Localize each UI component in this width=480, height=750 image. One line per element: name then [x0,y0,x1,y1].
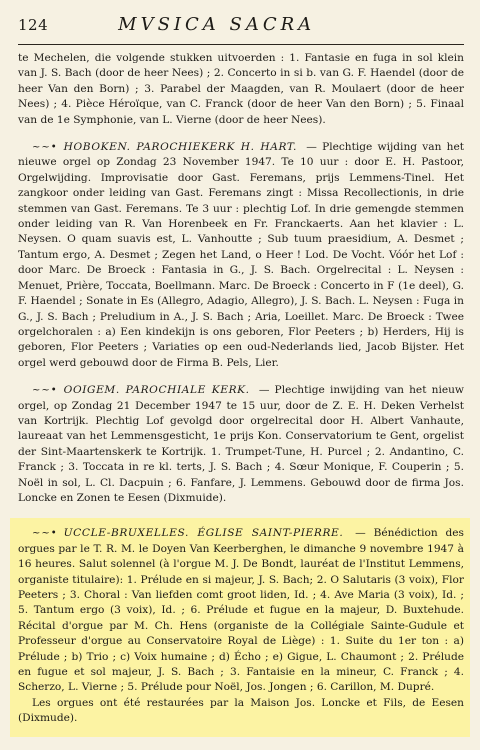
ornament-icon: ~~• [32,142,58,154]
intro-paragraph: te Mechelen, die volgende stukken uitvoerden : 1. Fantasie en fuga in sol klein van J. S. Bach (door de heer Nees) ; 2. Concerto in si b. van G. F. Haendel (door de heer Van den Born) ; 3. Parabel der Maagden, van R. Moulaert (door de heer Nees) ; 4. Pièce Héroïque, van C. Franck (door de heer Van den Born) ; 5. Finaal van de 1e Symphonie, van L. Vierne (door de heer Nees). [18,52,464,126]
ornament-icon: ~~• [32,385,58,397]
section-hoboken [18,140,464,371]
section-heading: OOIGEM. PAROCHIALE KERK. [63,384,250,397]
section-paragraph [18,383,464,506]
section-heading: UCCLE-BRUXELLES. ÉGLISE SAINT-PIERRE. [63,527,344,540]
page-number: 124 [18,16,49,34]
section-paragraph [18,526,464,695]
ornament-icon: ~~• [32,528,58,540]
closing-paragraph: Les orgues ont été restaurées par la Maison Jos. Loncke et Fils, de Eesen (Dixmude). [18,696,464,725]
section-paragraph [18,140,464,371]
section-heading: HOBOKEN. PAROCHIEKERK H. HART. [63,141,297,154]
section-uccle-highlighted [10,518,470,736]
section-body: — Plechtige wijding van het nieuwe orgel op Zondag 23 November 1947. Te 10 uur : door E. H. Pastoor, Orgelwijding. Improvisatie door Gast. Feremans, prijs Lemmens-Tinel. Het zangkoor onder leiding van Gast. Feremans zingt : Missa Recollectionis, in drie stemmen van Gast. Feremans. Te 3 uur : plechtig Lof. In drie gemengde stemmen onder leiding van R. Van Horenbeek en Fr. Franckaerts. Aan het klavier : L. Neysen. O quam suavis est, L. Vanhoutte ; Sub tuum praesidium, A. Desmet ; Tantum ergo, A. Desmet ; Zegen het Land, o Heer ! Lod. De Vocht. Vóór het Lof : door Marc. De Broeck : Fantasia in G., J. S. Bach. Orgelrecital : L. Neysen : Menuet, Prière, Toccata, Boellmann. Marc. De Broeck : Concerto in F (1e deel), G. F. Haendel ; Sonate in Es (Allegro, Adagio, Allegro), J. S. Bach. L. Neysen : Fuga in G., J. S. Bach ; Preludium in A., J. S. Bach ; Aria, Loeillet. Marc. De Broeck : Twee orgelchoralen : a) Een kindekijn is ons geboren, Flor Peeters ; b) Herders, Hij is geboren, Flor Peeters ; Variaties op een oud-Nederlands lied, Jacob Bijster. Het orgel werd gebouwd door de Firma B. Pels, Lier. [18,141,464,369]
section-body: — Plechtige inwijding van het nieuw orgel, op Zondag 21 December 1947 te 15 uur, door de Z. E. H. Deken Verhelst van Kortrijk. Plechtig Lof gevolgd door orgelrecital door H. Albert Vanhaute, laureaat van het Lemmensgesticht, 1e prijs Kon. Conservatorium te Gent, orgelist der Sint-Maartenskerk te Kortrijk. 1. Trumpet-Tune, H. Purcel ; 2. Andantino, C. Franck ; 3. Toccata in re kl. terts, J. S. Bach ; 4. Sœur Monique, F. Couperin ; 5. Noël in sol, L. Cl. Dacpuin ; 6. Fanfare, J. Lemmens. Gebouwd door de firma Jos. Loncke en Zonen te Eesen (Dixmuide). [18,384,464,504]
section-ooigem [18,383,464,506]
section-body: — Bénédiction des orgues par le T. R. M. le Doyen Van Keerberghen, le dimanche 9 novembre 1947 à 16 heures. Salut solennel (à l'orgue M. J. De Bondt, lauréat de l'Institut Lemmens, organiste titulaire): 1. Prélude en si majeur, J. S. Bach; 2. O Salutaris (3 voix), Flor Peeters ; 3. Choral : Van liefden comt groot liden, Id. ; 4. Ave Maria (3 voix), Id. ; 5. Tantum ergo (3 voix), Id. ; 6. Prélude et fugue en la majeur, D. Buxtehude. Récital d'orgue par M. Ch. Hens (organiste de la Collégiale Sainte-Gudule et Professeur d'orgue au Conservatoire Royal de Liège) : 1. Suite du 1er ton : a) Prélude ; b) Trio ; c) Voix humaine ; d) Écho ; e) Gigue, L. Chaumont ; 2. Prélude en fugue et sol majeur, J. S. Bach ; 3. Fantaisie en la mineur, C. Franck ; 4. Scherzo, L. Vierne ; 5. Prélude pour Noël, Jos. Jongen ; 6. Carillon, M. Dupré. [18,527,464,694]
page-header [18,14,464,45]
running-title: MVSICA SACRA [118,14,316,35]
